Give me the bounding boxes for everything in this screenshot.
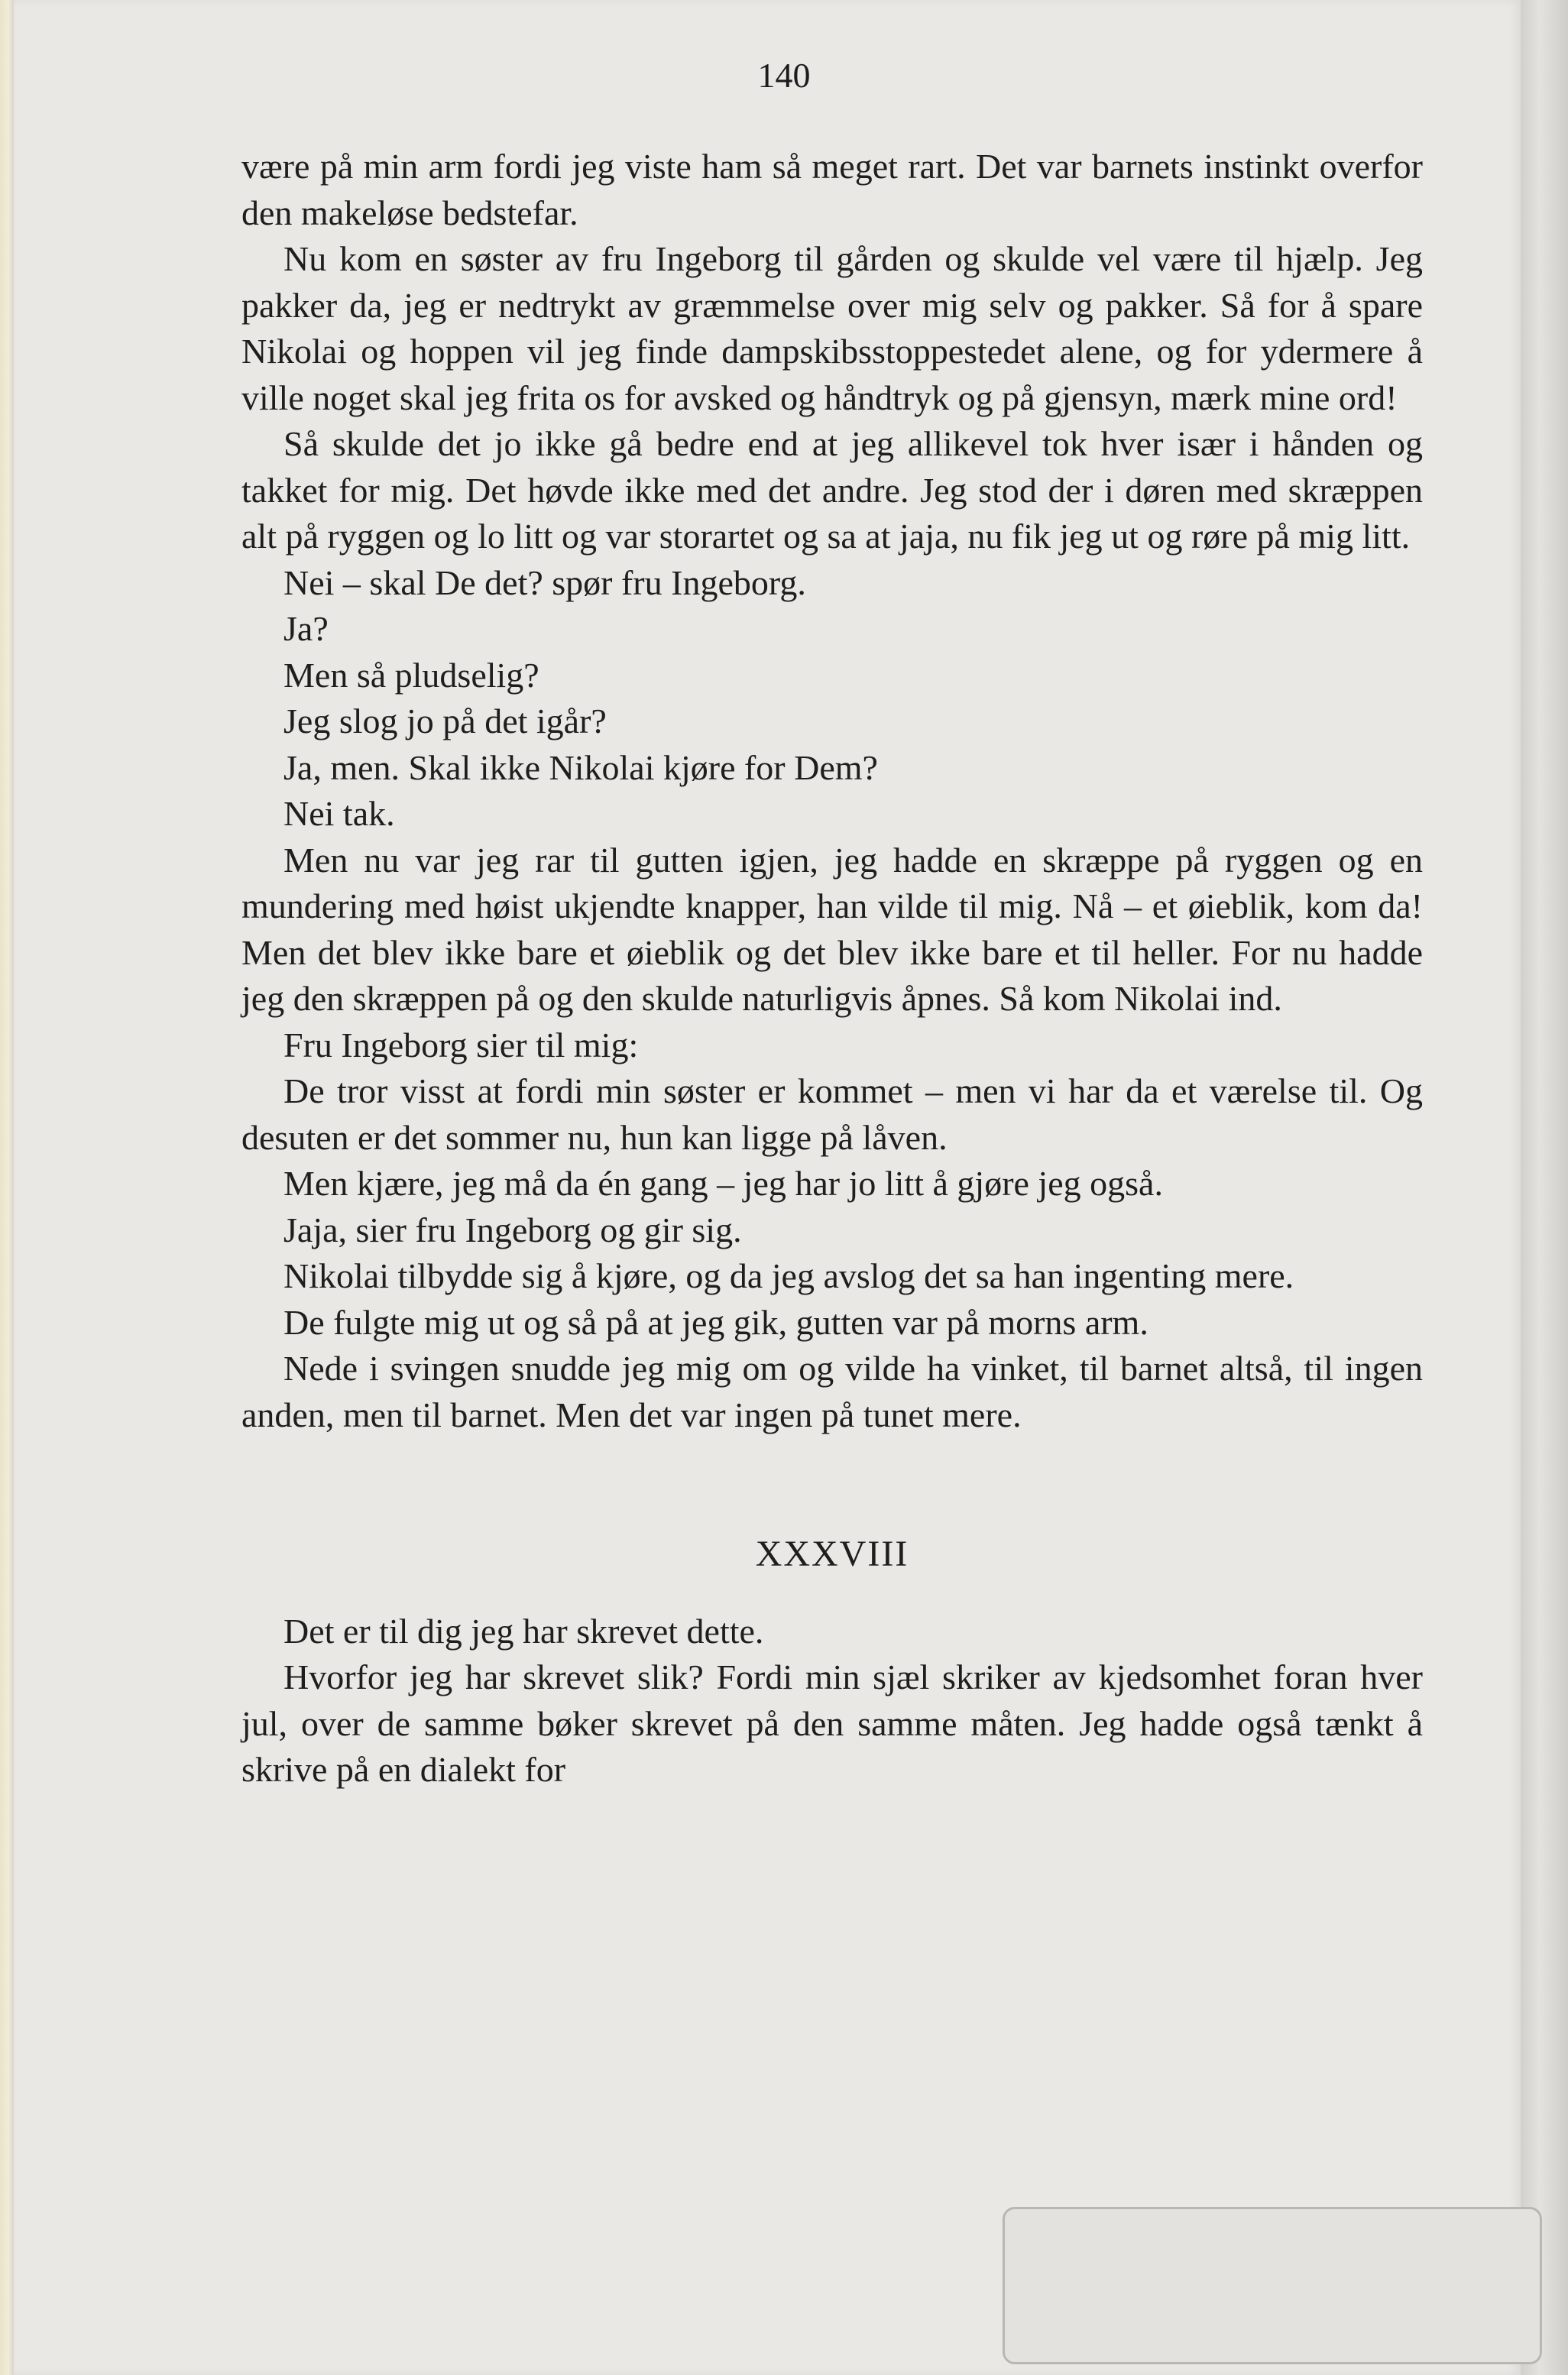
dialogue-line: Jeg slog jo på det igår? <box>283 701 607 740</box>
chapter-heading: XXXVIII <box>755 1534 909 1574</box>
body-text <box>241 144 1423 1793</box>
paragraph: Men nu var jeg rar til gutten igjen, jeg hadde en skræppe på ryggen og en mundering med høist ukjendte knapper, han vilde til mig. Nå – et øieblik, kom da! Men det blev ikke bare et øieblik og det blev ikke bare et til heller. For nu hadde jeg den skræppen på og den skulde naturligvis åpnes. Så kom Nikolai ind. <box>241 840 1423 1018</box>
paragraph: Hvorfor jeg har skrevet slik? Fordi min sjæl skriker av kjedsomhet foran hver jul, over de samme bøker skrevet på den samme måten. Jeg hadde også tænkt å skrive på en dialekt for <box>241 1657 1423 1789</box>
library-label-sticker <box>1003 2207 1542 2364</box>
page-number: 140 <box>757 56 811 95</box>
paragraph: Så skulde det jo ikke gå bedre end at jeg allikevel tok hver især i hånden og takket for mig. Det høvde ikke med det andre. Jeg stod der i døren med skræppen alt på ryggen og lo litt og var storartet og sa at jaja, nu fik jeg ut og røre på mig litt. <box>241 424 1423 556</box>
dialogue-line: Ja, men. Skal ikke Nikolai kjøre for Dem? <box>283 747 878 787</box>
paragraph: Nu kom en søster av fru Ingeborg til gården og skulde vel være til hjælp. Jeg pakker da, jeg er nedtrykt av græmmelse over mig selv og pakker. Så for å spare Nikolai og hoppen vil jeg finde dampskibsstoppestedet alene, og for ydermere å ville noget skal jeg frita os for avsked og håndtryk og på gjensyn, mærk mine ord! <box>241 239 1423 417</box>
paragraph: Nikolai tilbydde sig å kjøre, og da jeg avslog det sa han ingenting mere. <box>283 1256 1294 1295</box>
paragraph: De fulgte mig ut og så på at jeg gik, gutten var på morns arm. <box>283 1302 1148 1342</box>
dialogue-line: Nei – skal De det? spør fru Ingeborg. <box>283 562 806 602</box>
dialogue-line: Jaja, sier fru Ingeborg og gir sig. <box>283 1210 742 1249</box>
paragraph: Det er til dig jeg har skrevet dette. <box>283 1611 764 1651</box>
paragraph: Nede i svingen snudde jeg mig om og vilde ha vinket, til barnet altså, til ingen anden, men til barnet. Men det var ingen på tunet mere. <box>241 1349 1423 1434</box>
dialogue-line: De tror visst at fordi min søster er kommet – men vi har da et værelse til. Og desuten er det sommer nu, hun kan ligge på låven. <box>241 1071 1423 1157</box>
next-page-edge <box>1521 0 1568 2375</box>
paragraph: Fru Ingeborg sier til mig: <box>283 1025 639 1064</box>
dialogue-line: Men så pludselig? <box>283 655 539 695</box>
dialogue-line: Ja? <box>283 609 329 648</box>
paragraph: være på min arm fordi jeg viste ham så meget rart. Det var barnets instinkt overfor den makeløse bedstefar. <box>241 147 1423 232</box>
dialogue-line: Men kjære, jeg må da én gang – jeg har jo litt å gjøre jeg også. <box>283 1164 1163 1203</box>
page-edge <box>0 0 14 2375</box>
dialogue-line: Nei tak. <box>283 794 395 833</box>
